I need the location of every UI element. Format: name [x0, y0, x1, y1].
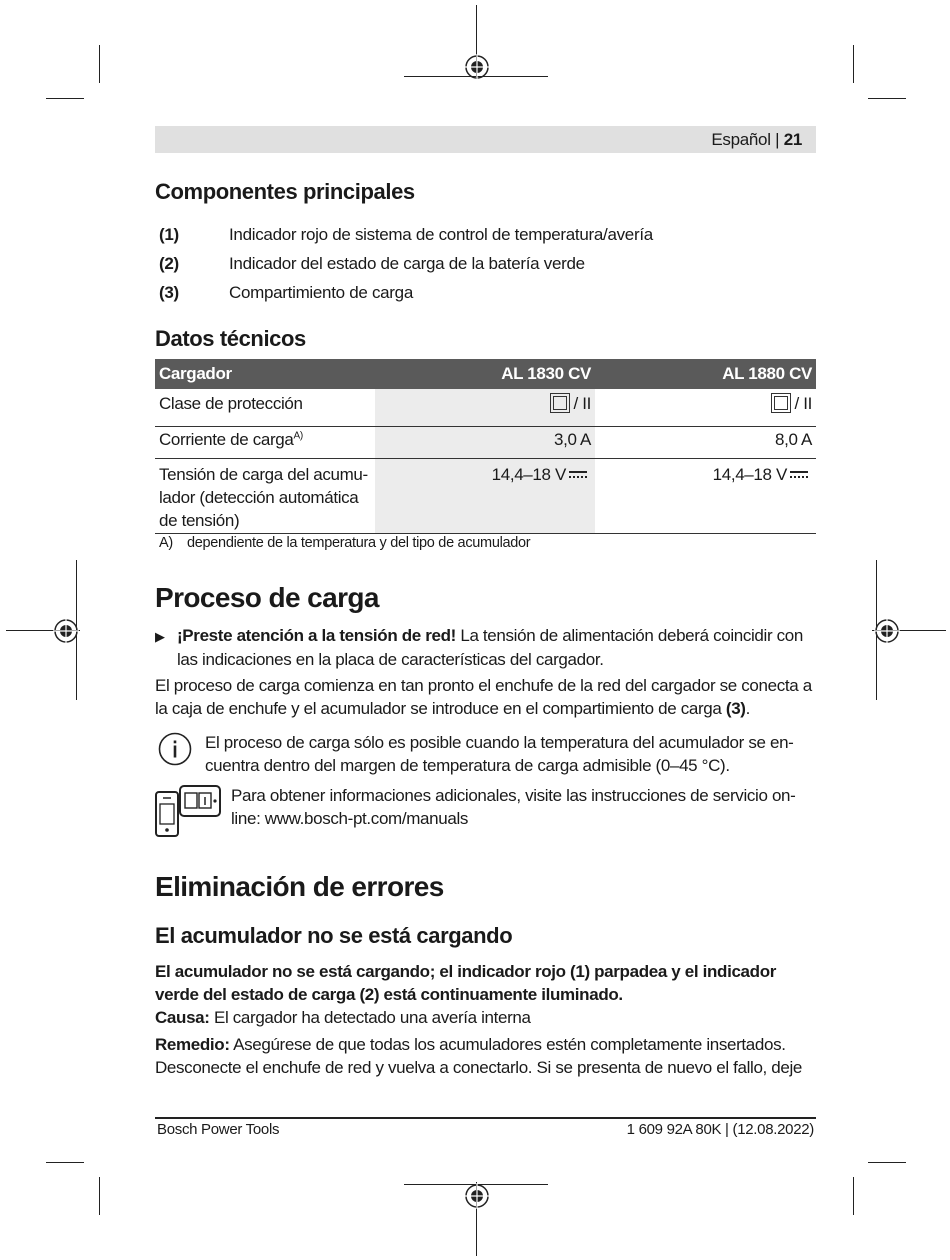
- list-item-text: Indicador del estado de carga de la batería verde: [229, 254, 585, 273]
- errors-heading: Eliminación de errores: [155, 871, 444, 902]
- error-symptom: El acumulador no se está cargando; el indicador rojo (1) parpadea y el indicador verde del estado de carga (2) está continuamente iluminado.: [155, 962, 776, 1004]
- table-header-row: [155, 359, 816, 389]
- table-cell: / II: [375, 389, 595, 427]
- warning-paragraph: ▶ ¡Preste atención a la tensión de red! La tensión de alimentación deberá coincidir con las indicaciones en la placa de características del cargador.: [155, 626, 804, 669]
- info-icon: [158, 732, 192, 766]
- info-note: El proceso de carga sólo es posible cuando la temperatura del acumulador se en- cuentra dentro del margen de temperatura de carga admisible (0–45 °C).: [205, 733, 794, 775]
- list-item-text: Indicador rojo de sistema de control de temperatura/avería: [229, 225, 653, 244]
- header-separator: |: [775, 130, 780, 149]
- list-item-text: Compartimiento de carga: [229, 283, 413, 302]
- footnote-text: dependiente de la temperatura y del tipo de acumulador: [187, 535, 531, 551]
- technical-data-heading: Datos técnicos: [155, 326, 306, 351]
- header-text: [711, 130, 802, 150]
- online-manual-icon: [154, 784, 222, 838]
- list-item: [159, 283, 413, 303]
- header-language: Español: [711, 130, 771, 149]
- header-page-number: 21: [783, 130, 802, 149]
- table-header-cell: Cargador: [155, 359, 375, 389]
- list-item: [159, 225, 653, 245]
- table-cell-label: Corriente de carga$^{A)}$: [155, 427, 375, 459]
- manual-note: Para obtener informaciones adicionales, visite las instrucciones de servicio on- line: www.bosch-pt.com/manuals: [231, 786, 796, 828]
- footnote-ref: A): [293, 430, 303, 442]
- charging-paragraph: El proceso de carga comienza en tan pronto el enchufe de la red del cargador se conecta a la caja de enchufe y el acumulador se introduce en el compartimiento de carga (3).: [155, 676, 812, 718]
- table-header-cell: AL 1880 CV: [595, 359, 816, 389]
- table-cell: 8,0 A: [595, 427, 816, 459]
- warning-arrow-icon: ▶: [155, 629, 165, 644]
- table-cell: 14,4–18 V: [595, 459, 816, 534]
- list-item-number: (1): [159, 225, 179, 244]
- footer-right: 1 609 92A 80K | (12.08.2022): [626, 1121, 814, 1138]
- table-row: [155, 389, 816, 427]
- list-item: [159, 254, 585, 274]
- table-footnote: [159, 535, 530, 551]
- dc-symbol-icon: [790, 471, 808, 479]
- footer-left: Bosch Power Tools: [157, 1121, 280, 1138]
- errors-subheading: El acumulador no se está cargando: [155, 923, 513, 948]
- table-cell-label: Clase de protección: [159, 394, 303, 413]
- table-cell: 3,0 A: [375, 427, 595, 459]
- error-cause: Causa: El cargador ha detectado una avería interna: [155, 1008, 531, 1027]
- protection-class-icon: [553, 396, 567, 410]
- list-item-number: (2): [159, 254, 179, 273]
- registration-mark-icon: [464, 1183, 490, 1209]
- registration-mark-icon: [53, 618, 79, 644]
- components-heading: Componentes principales: [155, 179, 415, 204]
- table-header-cell: AL 1830 CV: [375, 359, 595, 389]
- warning-bold-text: ¡Preste atención a la tensión de red!: [177, 626, 456, 645]
- footer-divider: [155, 1117, 816, 1119]
- registration-mark-icon: [874, 618, 900, 644]
- table-cell: / II: [595, 389, 816, 427]
- footnote-marker: A): [159, 535, 173, 551]
- protection-class-icon: [774, 396, 788, 410]
- technical-data-table: [155, 359, 816, 534]
- cause-label: Causa:: [155, 1008, 210, 1027]
- table-row: [155, 459, 816, 534]
- charging-heading: Proceso de carga: [155, 582, 379, 613]
- table-cell-label: Tensión de carga del acumu- lador (detección automática de tensión): [155, 459, 375, 534]
- page-header: [155, 126, 816, 153]
- remedy-label: Remedio:: [155, 1035, 230, 1054]
- table-row: [155, 427, 816, 459]
- list-item-number: (3): [159, 283, 179, 302]
- table-cell: 14,4–18 V: [375, 459, 595, 534]
- dc-symbol-icon: [569, 471, 587, 479]
- error-remedy: Remedio: Asegúrese de que todas los acumuladores estén completamente insertados. Desconecte el enchufe de red y vuelva a conectarlo. Si se presenta de nuevo el fallo, deje: [155, 1035, 803, 1077]
- registration-mark-icon: [464, 54, 490, 80]
- component-ref: (3): [725, 699, 746, 718]
